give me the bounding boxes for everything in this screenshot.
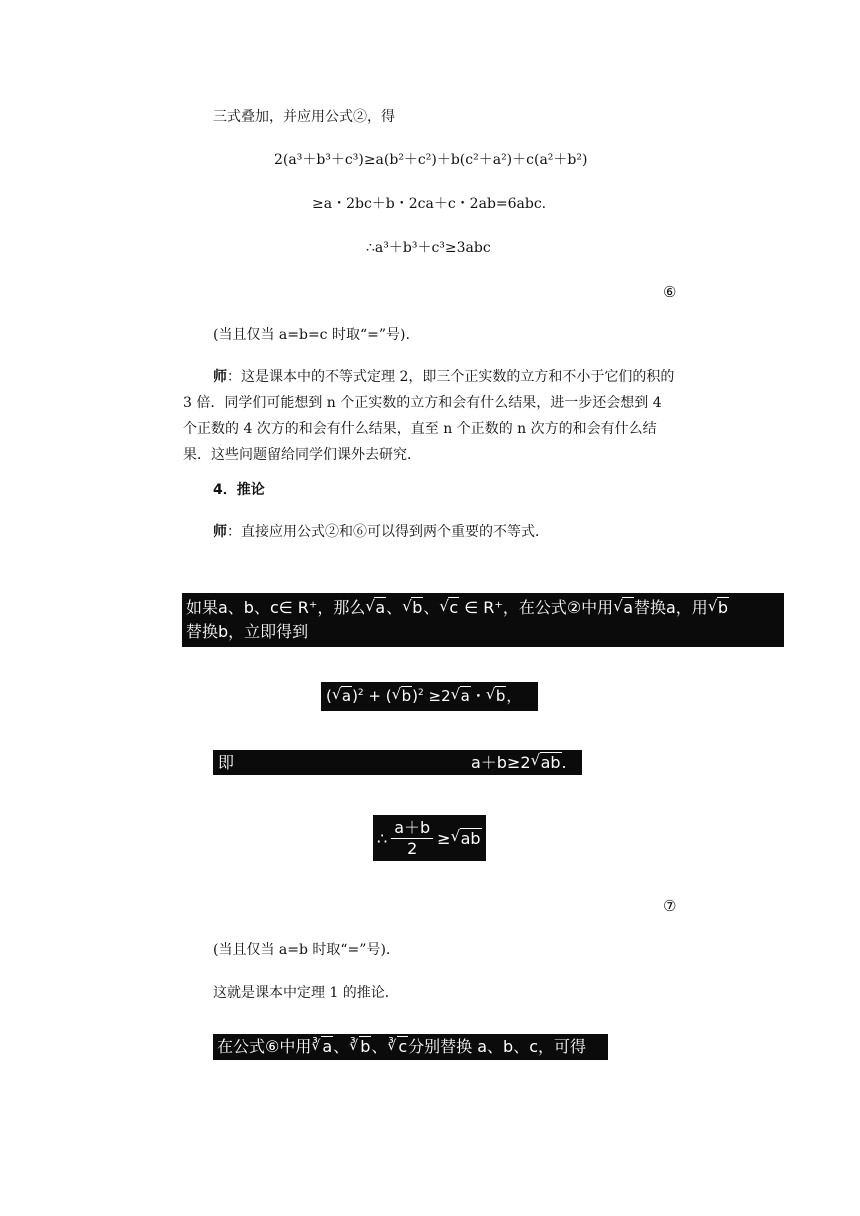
radicand: a [460, 687, 470, 705]
condition-2: (当且仅当 a=b 时取“=”号). [213, 942, 391, 958]
formula-number-7: ⑦ [663, 897, 677, 915]
math-image-1 [182, 593, 784, 647]
sqrt-a [332, 686, 352, 707]
sqrt-a [365, 596, 386, 620]
condition-1: (当且仅当 a=b=c 时取“=”号). [213, 327, 410, 343]
box5-text-1: 在公式⑥中用 [217, 1037, 312, 1056]
box5-text-3: 、 [371, 1037, 388, 1056]
box1-text-5: 替换a，用 [634, 598, 708, 617]
radicand: c [449, 598, 459, 617]
expr: a＋b≥2 [471, 753, 531, 772]
period: . [561, 753, 567, 772]
box1-text-3: 、 [423, 598, 440, 617]
teacher-paragraph-2 [213, 523, 549, 541]
teacher-paragraph-1 [183, 364, 677, 468]
radicand: a [375, 598, 386, 617]
teacher-label-2: 师 [213, 524, 227, 540]
therefore-sign: ∴ [377, 828, 388, 848]
equation-1: 2(a³＋b³＋c³)≥a(b²＋c²)＋b(c²＋a²)＋c(a²＋b²) [274, 152, 588, 168]
math-image-5 [213, 1034, 608, 1060]
radicand: a [341, 687, 352, 705]
radicand: b [360, 1037, 371, 1056]
plus: + ( [363, 687, 392, 705]
sqrt-b-2 [708, 596, 729, 620]
box1-text-4: ∈ R⁺，在公式②中用 [459, 598, 614, 617]
teacher-text-1: ：这是课本中的不等式定理 2，即三个正实数的立方和不小于它们的积的 3 倍．同学们可能想到 n 个正实数的立方和会有什么结果，进一步还会想到 4 个正数的 4 次方的和会有什么结果，直至 n 个正数的 n 次方的和会有什么结果．这些问题留给同学们课外去研究． [183, 369, 675, 463]
box1-text-2: 、 [386, 598, 403, 617]
sqrt-a-2 [613, 596, 634, 620]
ge-sign: ≥ [437, 828, 451, 848]
box3-expression [471, 752, 567, 773]
ge-sign: ≥2 [423, 687, 451, 705]
formula-number-6: ⑥ [663, 283, 677, 301]
dot: ・ [470, 687, 486, 705]
math-image-3 [213, 750, 582, 775]
teacher-label: 师 [213, 369, 227, 385]
radicand: b [401, 687, 412, 705]
equation-2: ≥a・2bc＋b・2ca＋c・2ab=6abc. [312, 196, 547, 212]
paren: ( [326, 687, 332, 705]
math-image-1-line-2: 替换b，立即得到 [186, 622, 309, 641]
comma: ， [506, 687, 522, 705]
sqrt-b-2 [486, 686, 507, 707]
cbrt-a [311, 1036, 333, 1058]
paren: ) [352, 687, 358, 705]
box1-text-1: 如果a、b、c∈ R⁺，那么 [186, 598, 366, 617]
exponent: 2 [418, 688, 424, 698]
paren: ) [412, 687, 419, 705]
radicand: a [623, 598, 633, 617]
box3-label: 即 [218, 753, 235, 772]
box5-text-4: 分别替换 a、b、c，可得 [408, 1037, 587, 1056]
radicand: c [398, 1037, 408, 1056]
math-image-1-line-1 [186, 596, 780, 620]
corollary-note: 这就是课本中定理 1 的推论． [213, 985, 399, 1001]
denominator: 2 [407, 838, 418, 858]
sqrt-a-2 [451, 686, 471, 707]
equation-3: ∴a³＋b³＋c³≥3abc [366, 240, 491, 256]
math-image-2 [321, 682, 538, 711]
radicand: b [717, 598, 728, 617]
sqrt-ab [451, 829, 482, 848]
sqrt-b [402, 596, 423, 620]
radicand: b [412, 598, 423, 617]
sqrt-c [439, 596, 459, 620]
teacher-text-2: ：直接应用公式②和⑥可以得到两个重要的不等式． [227, 524, 549, 540]
cbrt-c [387, 1036, 408, 1058]
radicand: b [495, 687, 506, 705]
sqrt-b [392, 686, 413, 707]
cbrt-b [349, 1036, 371, 1058]
math-image-4 [373, 815, 486, 861]
sqrt-ab [531, 752, 562, 773]
exponent: 2 [357, 688, 364, 698]
radicand: ab [540, 753, 561, 772]
numerator: a＋b [391, 818, 433, 839]
box5-text-2: 、 [333, 1037, 350, 1056]
section-heading-4: 4．推论 [213, 482, 265, 498]
radicand: a [322, 1037, 333, 1056]
radicand: ab [460, 828, 481, 848]
intro-line: 三式叠加，并应用公式②，得 [213, 109, 395, 125]
fraction [391, 818, 433, 859]
